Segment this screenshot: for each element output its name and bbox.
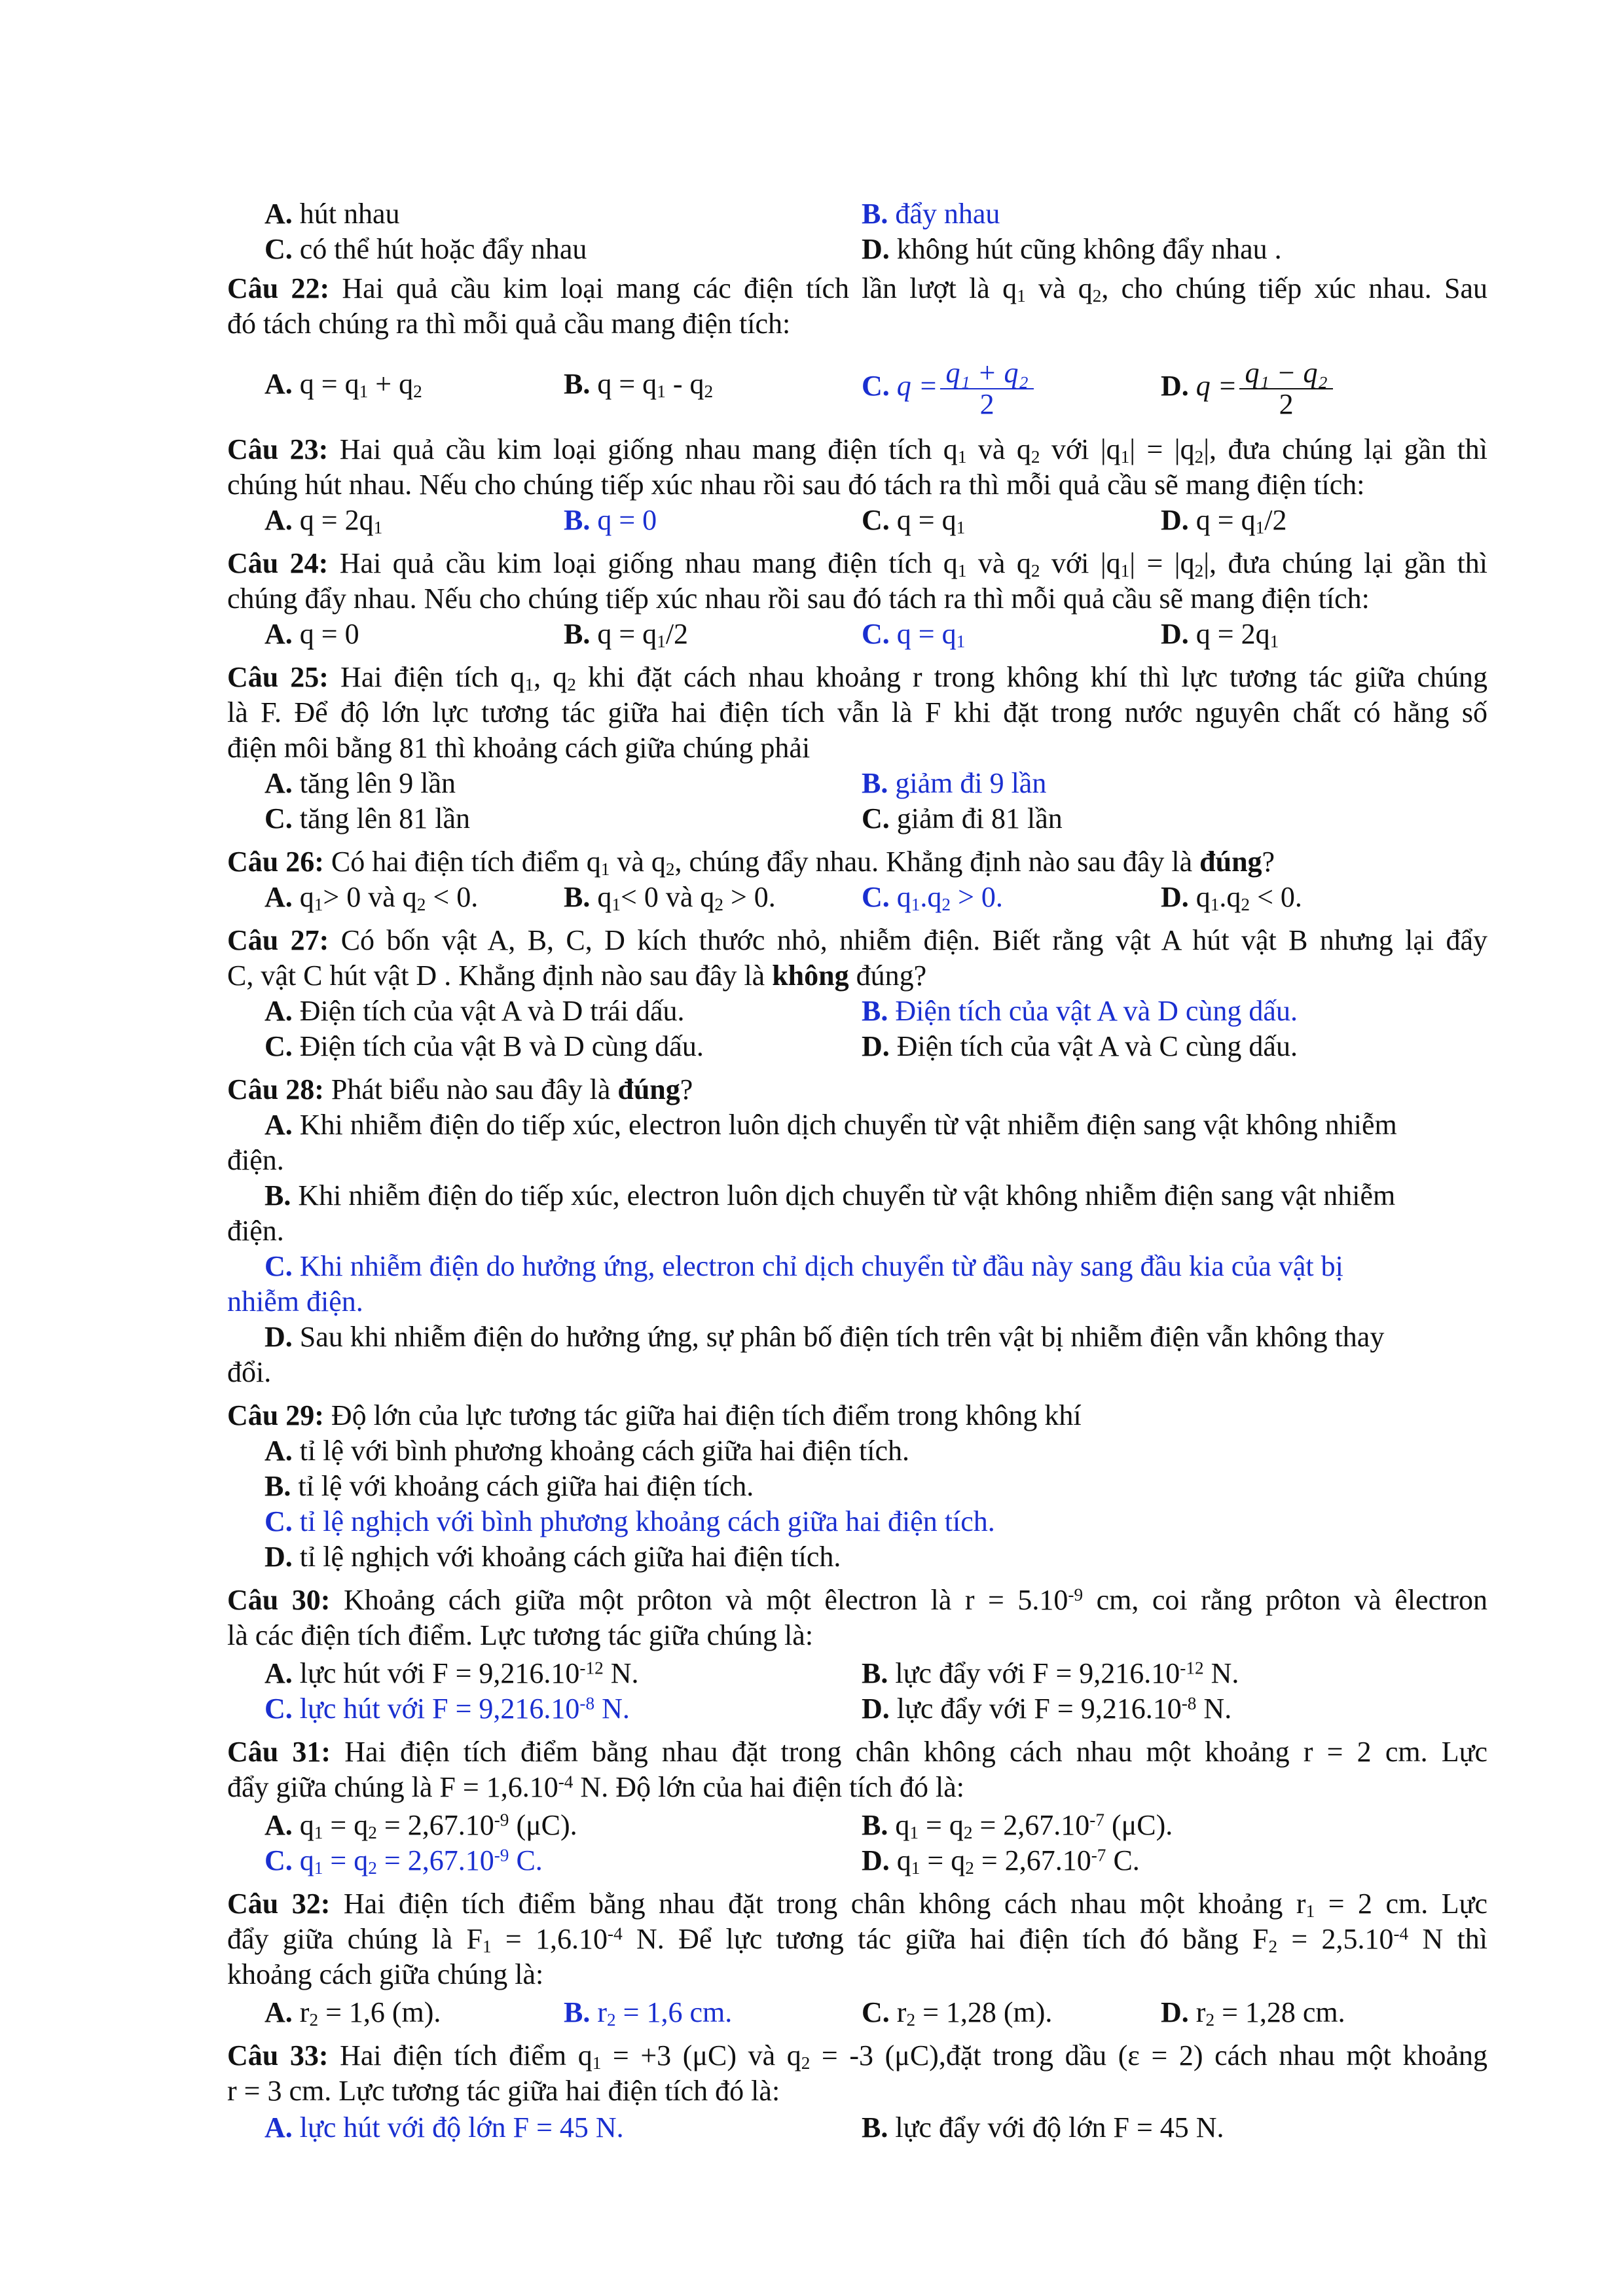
q31-option-a: A. $q_1 = q_2 = 2,67.10^{-9}$ (μC). [264,1809,577,1842]
q32-stem-line2: đẩy giữa chúng là $F_1 = 1,6.10^{-4}$ N. Để lực tương tác giữa hai điện tích đó bằng $F_2 = 2,5.10^{-4}$ N thì [227,1923,1487,1956]
q29-stem: Câu 29: Độ lớn của lực tương tác giữa hai điện tích điểm trong không khí [227,1399,1082,1431]
q31-option-b: B. $q_1 = q_2 = 2,67.10^{-7}$ (μC). [862,1809,1173,1842]
q33-stem-line1: Câu 33: Hai điện tích điểm $q_1 = +3$ (μC) và $q_2 = -3$ (μC),đặt trong dầu (ε = 2) cách nhau một khoảng [227,2039,1487,2073]
q21-option-b: B. đẩy nhau [862,198,1000,230]
q27-stem-line1: Câu 27: Có bốn vật A, B, C, D kích thước nhỏ, nhiễm điện. Biết rằng vật A hút vật B nhưng lại đẩy [227,924,1488,956]
q32-option-a: A. $r_2 = 1,6$ (m). [264,1996,441,2030]
q30-option-d: D. lực đẩy với $F = 9,216.10^{-8}$ N. [862,1693,1232,1725]
q32-stem-line1: Câu 32: Hai điện tích điểm bằng nhau đặt trong chân không cách nhau một khoảng $r_1 = 2$ cm. Lực [227,1888,1488,1921]
q24-option-b: B. $q = q_1/2$ [564,618,689,651]
q23-option-c: C. $q = q_1$ [862,504,966,537]
q28-option-d-line1: D. Sau khi nhiễm điện do hưởng ứng, sự phân bố điện tích trên vật bị nhiễm điện vẫn không thay [264,1321,1385,1353]
q27-option-b: B. Điện tích của vật A và D cùng dấu. [862,995,1298,1027]
q31-option-c: C. $q_1 = q_2 = 2,67.10^{-9}$ C. [264,1844,543,1878]
q24-option-d: D. $q = 2q_1$ [1161,618,1279,651]
q24-stem-line1: Câu 24: Hai quả cầu kim loại giống nhau mang điện tích $q_1$ và $q_2$ với $|q_1| = |q_2|$, đưa chúng lại gần thì [227,547,1488,581]
q30-option-c: C. lực hút với $F = 9,216.10^{-8}$ N. [264,1693,630,1725]
q28-option-b-line1: B. Khi nhiễm điện do tiếp xúc, electron luôn dịch chuyển từ vật không nhiễm điện sang vật nhiễm [264,1179,1396,1211]
q28-option-c-line2: nhiễm điện. [227,1285,363,1318]
q29-option-c: C. tỉ lệ nghịch với bình phương khoảng cách giữa hai điện tích. [264,1505,995,1537]
q24-stem-line2: chúng đẩy nhau. Nếu cho chúng tiếp xúc nhau rồi sau đó tách ra thì mỗi quả cầu sẽ mang điện tích: [227,583,1370,615]
q28-option-b-line2: điện. [227,1215,284,1247]
q27-stem-line2: C, vật C hút vật D . Khẳng định nào sau đây là không đúng? [227,960,927,992]
q21-option-d: D. không hút cũng không đẩy nhau . [862,233,1282,265]
q33-option-b: B. lực đẩy với độ lớn F = 45 N. [862,2111,1224,2144]
q22-option-d: D. q = $\frac{\text{q₁ − q₂}}{2}$ [1161,350,1333,422]
q26-option-b: B. $q_1< 0$ và $q_2 > 0$. [564,881,776,914]
q33-option-a: A. lực hút với độ lớn F = 45 N. [264,2111,624,2144]
q30-option-b: B. lực đẩy với $F = 9,216.10^{-12}$ N. [862,1657,1239,1689]
q29-option-d: D. tỉ lệ nghịch với khoảng cách giữa hai điện tích. [264,1541,841,1573]
q32-option-c: C. $r_2 = 1,28$ (m). [862,1996,1053,2030]
q31-stem-line2: đẩy giữa chúng là $F = 1,6.10^{-4}$ N. Độ lớn của hai điện tích đó là: [227,1771,964,1803]
q31-stem-line1: Câu 31: Hai điện tích điểm bằng nhau đặt trong chân không cách nhau một khoảng r = 2 cm. Lực [227,1736,1488,1768]
q29-option-a: A. tỉ lệ với bình phương khoảng cách giữa hai điện tích. [264,1435,910,1467]
q28-option-a-line1: A. Khi nhiễm điện do tiếp xúc, electron luôn dịch chuyển từ vật nhiễm điện sang vật không nhiễm [264,1109,1397,1141]
q23-option-d: D. $q = q_1/2$ [1161,504,1287,537]
q21-option-a: A. hút nhau [264,198,400,230]
q28-stem: Câu 28: Phát biểu nào sau đây là đúng? [227,1073,693,1105]
q22-option-c: C. q = $\frac{\text{q₁ + q₂}}{2}$ [862,350,1034,422]
q26-option-d: D. $q_1.q_2 < 0$. [1161,881,1302,914]
q29-option-b: B. tỉ lệ với khoảng cách giữa hai điện tích. [264,1470,754,1502]
q28-option-c-line1: C. Khi nhiễm điện do hưởng ứng, electron chỉ dịch chuyển từ đầu này sang đầu kia của vật bị [264,1250,1343,1282]
q24-option-a: A. q = 0 [264,618,359,650]
q28-option-a-line2: điện. [227,1144,284,1176]
q21-option-c: C. có thể hút hoặc đẩy nhau [264,233,587,265]
q30-stem-line1: Câu 30: Khoảng cách giữa một prôton và một êlectron là $r = 5.10^{-9}$ cm, coi rằng prôton và êlectron [227,1584,1487,1616]
q23-option-b: B. q = 0 [564,504,657,536]
q27-option-d: D. Điện tích của vật A và C cùng dấu. [862,1030,1298,1062]
q23-option-a: A. $q = 2q_1$ [264,504,383,537]
q22-stem-line1: Câu 22: Hai quả cầu kim loại mang các điện tích lần lượt là $q_1$ và $q_2$, cho chúng tiếp xúc nhau. Sau [227,272,1487,306]
q33-stem-line2: r = 3 cm. Lực tương tác giữa hai điện tích đó là: [227,2075,780,2107]
q25-stem-line1: Câu 25: Hai điện tích $q_1$, $q_2$ khi đặt cách nhau khoảng r trong không khí thì lực tương tác giữa chúng [227,661,1488,694]
q22-option-a: A. $q = q_1 + q_2$ [264,368,422,401]
q32-option-d: D. $r_2 = 1,28$ cm. [1161,1996,1345,2030]
q30-option-a: A. lực hút với $F = 9,216.10^{-12}$ N. [264,1657,639,1689]
q25-option-c1: C. tăng lên 81 lần [264,802,471,834]
q25-stem-line2: là F. Để độ lớn lực tương tác giữa hai điện tích vẫn là F khi đặt trong nước nguyên chất có hằng số [227,696,1487,728]
q32-option-b: B. $r_2 = 1,6$ cm. [564,1996,733,2030]
q32-stem-line3: khoảng cách giữa chúng là: [227,1958,544,1990]
q30-stem-line2: là các điện tích điểm. Lực tương tác giữa chúng là: [227,1619,814,1651]
q26-option-c: C. $q_1.q_2 > 0$. [862,881,1003,914]
q26-option-a: A. $q_1> 0$ và $q_2 < 0$. [264,881,479,914]
q27-option-a: A. Điện tích của vật A và D trái dấu. [264,995,685,1027]
q22-fraction-c: $\frac{\text{q₁ + q₂}}{2}$ [940,358,1033,420]
q31-option-d: D. $q_1 = q_2 = 2,67.10^{-7}$ C. [862,1844,1140,1878]
q22-fraction-d: $\frac{\text{q₁ − q₂}}{2}$ [1239,358,1332,420]
q25-option-b: B. giảm đi 9 lần [862,767,1047,799]
q23-stem-line2: chúng hút nhau. Nếu cho chúng tiếp xúc nhau rồi sau đó tách ra thì mỗi quả cầu sẽ mang điện tích: [227,469,1365,501]
q25-option-a: A. tăng lên 9 lần [264,767,456,799]
q22-option-b: B. $q = q_1 - q_2$ [564,368,714,401]
q25-option-c2: C. giảm đi 81 lần [862,802,1063,834]
q28-option-d-line2: đổi. [227,1356,272,1388]
q25-stem-line3: điện môi bằng 81 thì khoảng cách giữa chúng phải [227,732,811,764]
q26-stem: Câu 26: Có hai điện tích điểm $q_1$ và $q_2$, chúng đẩy nhau. Khẳng định nào sau đây là đúng? [227,846,1275,879]
q27-option-c: C. Điện tích của vật B và D cùng dấu. [264,1030,704,1062]
q23-stem-line1: Câu 23: Hai quả cầu kim loại giống nhau mang điện tích $q_1$ và $q_2$ với $|q_1| = |q_2|$, đưa chúng lại gần thì [227,433,1488,467]
q24-option-c: C. $q = q_1$ [862,618,966,651]
q22-stem-line2: đó tách chúng ra thì mỗi quả cầu mang điện tích: [227,308,791,340]
